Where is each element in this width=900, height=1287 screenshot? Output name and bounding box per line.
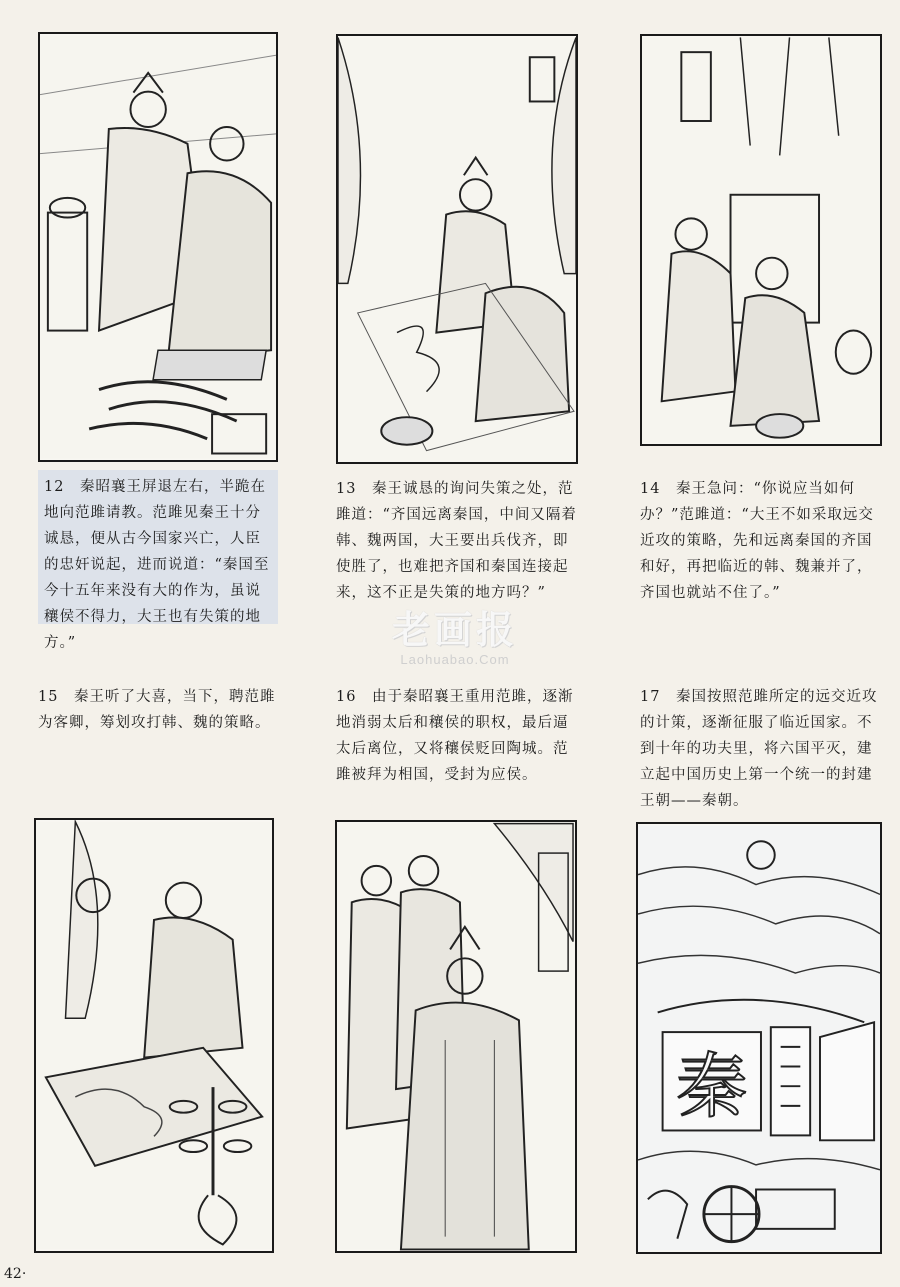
caption-13: 13 秦王诚恳的询问失策之处，范雎道：“齐国远离秦国，中间又隔着韩、魏两国，大王要出兵伐齐，即使胜了，也难把齐国和秦国连接起来，这不正是失策的地方吗？”: [336, 481, 577, 601]
caption-12: 12 秦昭襄王屏退左右，半跪在地向范雎请教。范雎见秦王十分诚恳，便从古今国家兴亡，人臣的忠奸说起，进而说道：“秦国至今十五年来没有大的作为，虽说穰侯不得力，大王也有失策的地方。”: [38, 470, 278, 624]
caption-17: 17 秦国按照范雎所定的远交近攻的计策，逐渐征服了临近国家。不到十年的功夫里，将六国平灭，建立起中国历史上第一个统一的封建王朝——秦朝。: [640, 689, 878, 809]
panel-16-drawing: [337, 822, 575, 1251]
panel-17-drawing: [638, 824, 880, 1252]
caption-15: 15 秦王听了大喜，当下，聘范雎为客卿，筹划攻打韩、魏的策略。: [38, 689, 276, 731]
illustration-panel-13: [336, 34, 578, 464]
watermark: [360, 608, 550, 667]
panel-12-drawing: [40, 34, 276, 460]
illustration-panel-12: [38, 32, 278, 462]
caption-16: 16 由于秦昭襄王重用范雎，逐渐地消弱太后和穰侯的职权，最后逼太后离位，又将穰侯贬回陶城。范雎被拜为相国，受封为应侯。: [336, 689, 574, 783]
illustration-panel-16: [335, 820, 577, 1253]
panel-14-drawing: [642, 36, 880, 444]
watermark-main: 老画报: [391, 608, 518, 652]
qin-banner-character: 秦: [676, 1044, 748, 1128]
panel-15-drawing: [36, 820, 272, 1251]
illustration-panel-14: [640, 34, 882, 446]
panel-13-drawing: [338, 36, 576, 462]
caption-14: 14 秦王急问：“你说应当如何办？”范雎道：“大王不如采取远交近攻的策略，先和远离秦国的齐国和好，再把临近的韩、魏兼并了，齐国也就站不住了。”: [640, 481, 874, 601]
watermark-sub: Laohuabao.Com: [400, 652, 510, 667]
illustration-panel-15: [34, 818, 274, 1253]
page-number: 42·: [4, 1266, 27, 1282]
illustration-panel-17: [636, 822, 882, 1254]
